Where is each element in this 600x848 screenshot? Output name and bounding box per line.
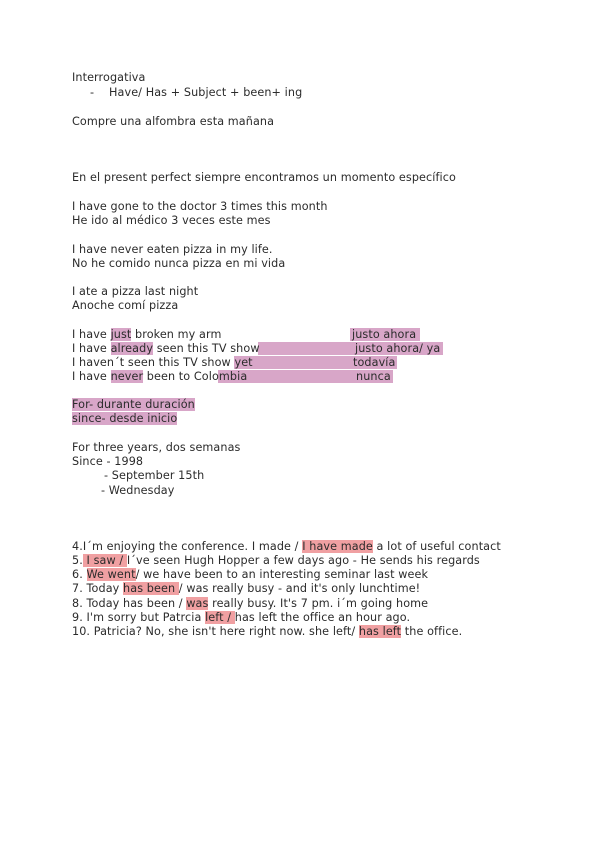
adverb-sentence-just — [72, 328, 222, 342]
adverb-already: already — [110, 342, 154, 355]
answer-mark: was — [186, 597, 209, 610]
adverb-sentence-yet — [72, 356, 253, 370]
since-item-1: - September 15th — [104, 469, 205, 482]
text-segment: really busy. It's 7 pm. i´m going home — [208, 597, 429, 610]
translation-yet: todavía — [353, 356, 396, 369]
translation-never: nunca — [356, 370, 391, 383]
text-segment: broken my arm — [131, 328, 222, 341]
text-segment: a lot of useful contact — [372, 540, 501, 553]
exercise-9 — [72, 611, 410, 625]
exercise-6 — [72, 568, 428, 582]
text-segment: I´ve seen Hugh Hopper a few days ago - He sends his regards — [126, 554, 480, 567]
present-perfect-note: En el present perfect siempre encontramos un momento específico — [72, 171, 456, 184]
adverb-yet: yet — [234, 356, 253, 369]
answer-mark: We went — [86, 568, 136, 581]
answer-mark: I have made — [302, 540, 373, 553]
text-segment: 4.I´m enjoying the conference. I made / — [72, 540, 303, 553]
for-examples: For three years, dos semanas — [72, 441, 241, 454]
text-segment: / was really busy - and it's only lunchtime! — [178, 582, 421, 595]
example-es-3: Anoche comí pizza — [72, 299, 179, 312]
exercise-8 — [72, 597, 428, 611]
text-segment: 9. I'm sorry but Patrcia — [72, 611, 206, 624]
since-item-2: - Wednesday — [101, 484, 175, 497]
exercise-10 — [72, 625, 462, 639]
translation-already: justo ahora/ ya — [355, 342, 441, 355]
text-segment: the office. — [401, 625, 463, 638]
text-segment: 10. Patricia? No, she isn't here right now. she left/ — [72, 625, 359, 638]
text-segment: I have — [72, 328, 111, 341]
formula-line: Have/ Has + Subject + been+ ing — [109, 86, 303, 99]
example-en-1: I have gone to the doctor 3 times this month — [72, 200, 328, 213]
adverb-sentence-already — [72, 342, 260, 356]
adverb-just: just — [110, 328, 132, 341]
answer-mark: I saw / — [82, 554, 127, 567]
text-segment: I have — [72, 370, 111, 383]
answer-mark: has left — [358, 625, 402, 638]
example-en-2: I have never eaten pizza in my life. — [72, 243, 273, 256]
exercise-4 — [72, 540, 501, 554]
exercise-5 — [72, 554, 480, 568]
text-segment: I haven´t seen this TV show — [72, 356, 235, 369]
example-es-1: He ido al médico 3 veces este mes — [72, 214, 271, 227]
text-segment: seen this TV show — [153, 342, 260, 355]
text-segment: 5. — [72, 554, 83, 567]
text-segment: been to Colombia — [143, 370, 248, 383]
adverb-sentence-never — [72, 370, 247, 384]
since-text: since- desde inicio — [72, 412, 178, 425]
text-segment: 6. — [72, 568, 87, 581]
example-en-3: I ate a pizza last night — [72, 285, 199, 298]
text-segment: 7. Today — [72, 582, 124, 595]
answer-mark: has been — [123, 582, 179, 595]
example-es-2: No he comido nunca pizza en mi vida — [72, 257, 286, 270]
translation-just: justo ahora — [352, 328, 417, 341]
text-segment: has left the office an hour ago. — [234, 611, 411, 624]
for-definition — [72, 398, 195, 412]
answer-mark: left / — [205, 611, 235, 624]
heading-interrogativa: Interrogativa — [72, 71, 146, 84]
text-segment: 8. Today has been / — [72, 597, 187, 610]
since-label: Since - 1998 — [72, 455, 144, 468]
text-segment: / we have been to an interesting seminar last week — [135, 568, 429, 581]
bullet-dash: - — [90, 86, 95, 99]
exercise-7 — [72, 582, 420, 596]
since-definition — [72, 412, 177, 426]
example-purchase: Compre una alfombra esta mañana — [72, 115, 275, 128]
for-text: For- durante duración — [72, 398, 195, 411]
adverb-never: never — [110, 370, 144, 383]
text-segment: I have — [72, 342, 111, 355]
